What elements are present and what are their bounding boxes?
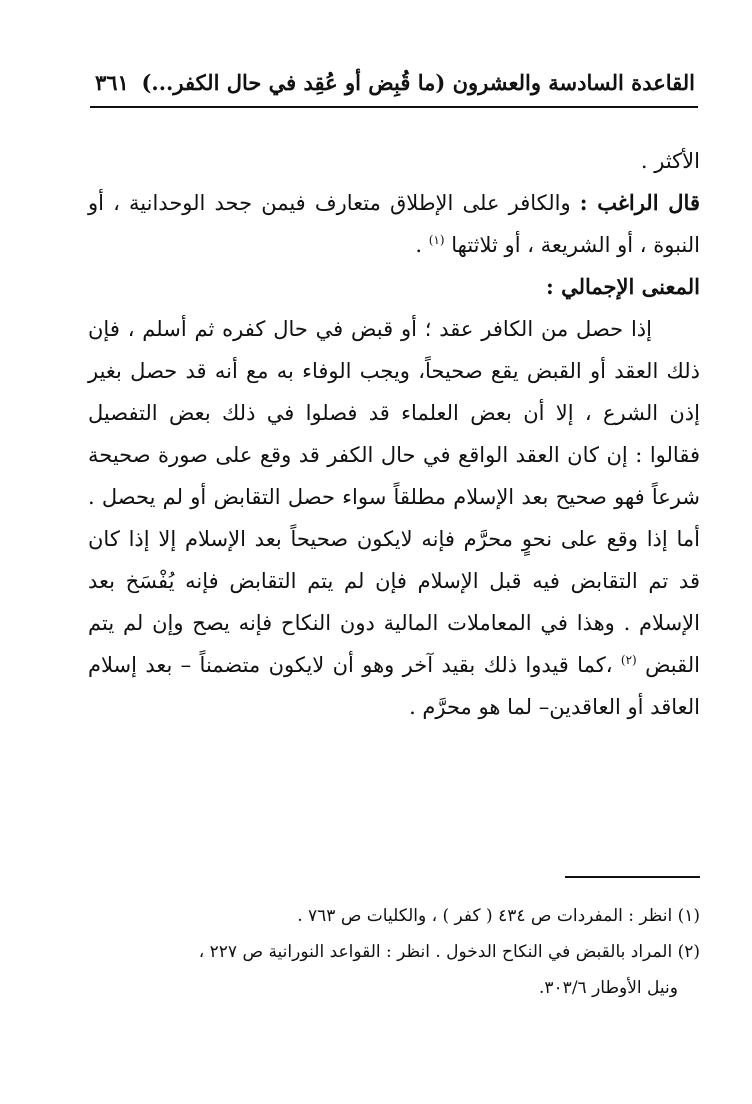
summary-text-a: إذا حصل من الكافر عقد ؛ أو قبض في حال كفره ثم أسلم ، فإن ذلك العقد أو القبض يقع صحيحاً، ويجب الوفاء به مع أنه قد حصل بغير إذن الشرع ، إلا أن بعض العلماء قد فصلوا في ذلك بعض التفصيل فقالوا : إن كان العقد الواقع في حال الكفر قد وقع على صورة صحيحة شرعاً فهو صحيح بعد الإسلام مطلقاً سواء حصل التقابض أو لم يحصل . أما إذا وقع على نحوٍ محرَّم فإنه لايكون صحيحاً بعد الإسلام إلا إذا كان قد تم التقابض فيه قبل الإسلام فإن لم يتم التقابض فإنه يُفْسَخ بعد الإسلام . وهذا في المعاملات المالية دون النكاح فإنه يصح وإن لم يتم القبض <box>88 317 700 677</box>
footnote-2-line-2: ونيل الأوطار ٣٠٣/٦. <box>539 978 678 998</box>
footnote-ref-2: (٢) <box>620 653 637 667</box>
raghib-lead: قال الراغب : <box>579 190 700 215</box>
footnote-2-line-1: (٢) المراد بالقبض في النكاح الدخول . انظر : القواعد النورانية ص ٢٢٧ ، <box>198 942 700 962</box>
page-number: ٣٦١ <box>95 70 129 95</box>
running-title: القاعدة السادسة والعشرون (ما قُبِض أو عُقِد في حال الكفر...) <box>141 70 695 95</box>
footnote-divider <box>565 876 700 878</box>
footnotes <box>88 898 700 1006</box>
paragraph-summary <box>88 308 700 728</box>
raghib-end: . <box>415 233 423 257</box>
section-heading: المعنى الإجمالي : <box>546 274 700 299</box>
footnote-ref-1: (١) <box>428 233 445 247</box>
page-header <box>95 70 695 106</box>
main-text <box>88 140 700 728</box>
header-divider <box>90 106 698 108</box>
paragraph-continuation <box>88 140 700 182</box>
continuation-text: الأكثر . <box>640 149 700 173</box>
summary-text-b: ،كما قيدوا ذلك بقيد آخر وهو أن لايكون متضمناً – بعد إسلام العاقد أو العاقدين– لما هو محرَّم . <box>88 653 700 719</box>
paragraph-raghib <box>88 182 700 266</box>
raghib-text: والكافر على الإطلاق متعارف فيمن جحد الوحدانية ، أو النبوة ، أو الشريعة ، أو ثلاثتها <box>88 191 700 257</box>
footnote-1: (١) انظر : المفردات ص ٤٣٤ ( كفر ) ، والكليات ص ٧٦٣ . <box>297 906 700 926</box>
